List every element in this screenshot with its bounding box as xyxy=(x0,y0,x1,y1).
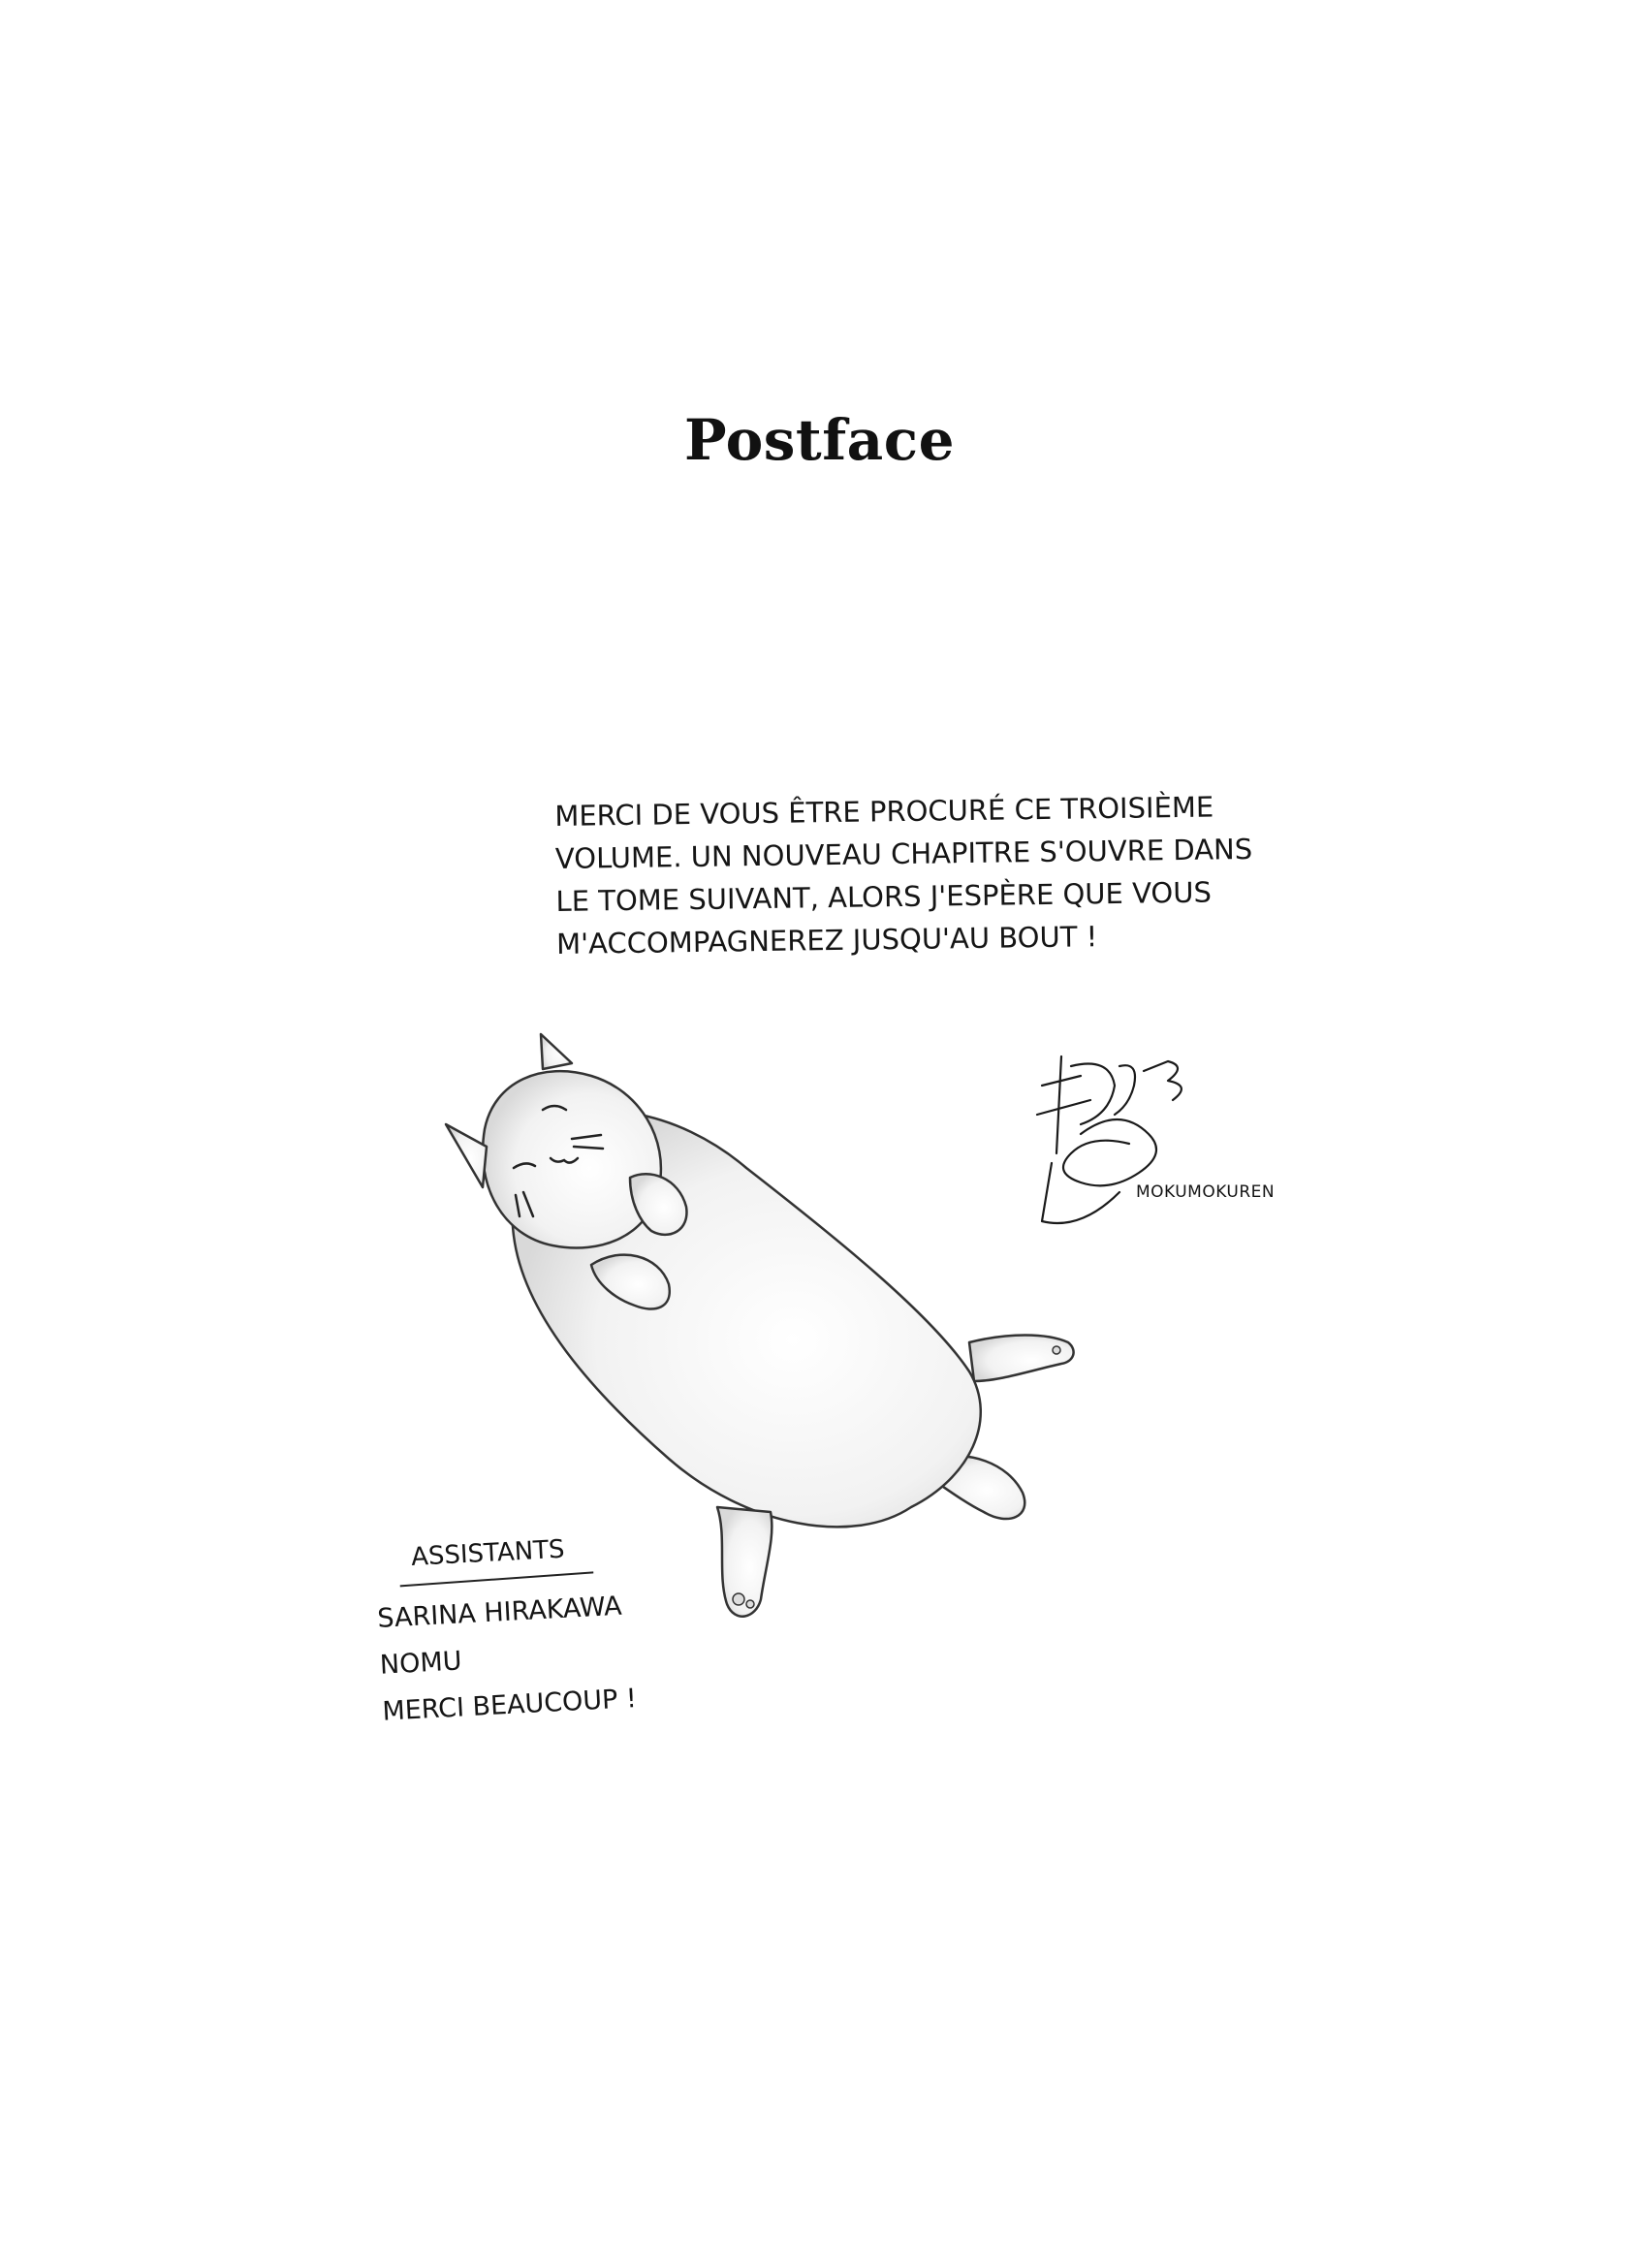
message-line: M'ACCOMPAGNEREZ JUSQU'AU BOUT ! xyxy=(555,920,1098,961)
assistant-name: SARINA HIRAKAWA xyxy=(376,1591,623,1634)
page-title: Postface xyxy=(684,407,955,473)
signature-icon xyxy=(1023,1047,1197,1241)
credits-thanks: MERCI BEAUCOUP ! xyxy=(381,1684,638,1727)
author-name: MOKUMOKUREN xyxy=(1136,1182,1276,1202)
credits-heading: ASSISTANTS xyxy=(410,1534,566,1572)
credits-block xyxy=(373,1520,693,1735)
message-line: LE TOME SUIVANT, ALORS J'ESPÈRE QUE VOUS xyxy=(555,875,1213,918)
assistant-name: NOMU xyxy=(379,1646,463,1681)
message-line: MERCI DE VOUS ÊTRE PROCURÉ CE TROISIÈME xyxy=(554,790,1214,833)
message-line: VOLUME. UN NOUVEAU CHAPITRE S'OUVRE DANS xyxy=(554,832,1253,875)
author-message xyxy=(554,785,1254,965)
